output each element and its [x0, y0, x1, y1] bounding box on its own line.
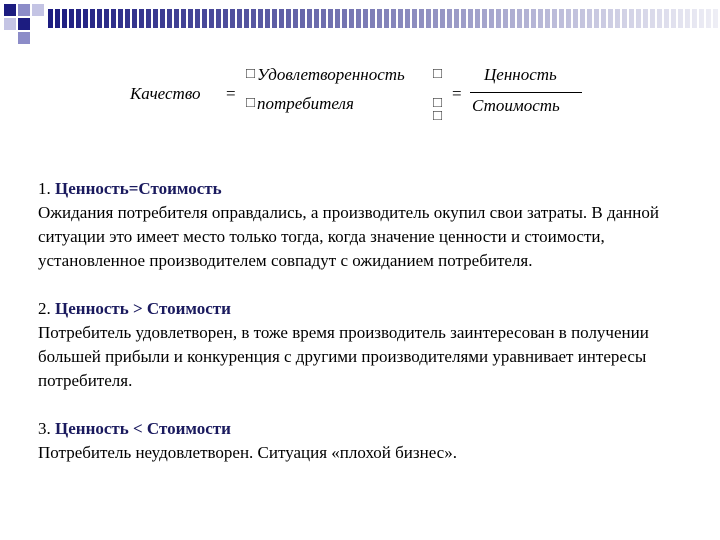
formula-bracket-br: □	[433, 108, 443, 124]
formula-bracket-mr: □	[433, 95, 443, 111]
formula-equals-2: =	[452, 84, 462, 103]
section-text: Ожидания потребителя оправдались, а производитель окупил свои затраты. В данной ситуации это имеет место только тогда, когда значение ценности и стоимости, установленное производителем совпадут с ожиданием потребителя.	[38, 203, 659, 270]
section-heading	[38, 417, 698, 441]
formula-denominator-left: потребителя	[257, 94, 354, 113]
formula-bracket-bl: □	[246, 95, 256, 111]
formula-fraction-line	[470, 92, 582, 93]
section-1	[38, 177, 698, 273]
quality-formula	[0, 0, 720, 140]
section-heading	[38, 297, 698, 321]
section-number: 3.	[38, 419, 51, 438]
section-text: Потребитель неудовлетворен. Ситуация «плохой бизнес».	[38, 443, 457, 462]
content-body	[38, 177, 698, 489]
section-title: Ценность > Стоимости	[55, 299, 231, 318]
section-text: Потребитель удовлетворен, в тоже время производитель заинтересован в получении большей прибыли и конкуренция с другими производителями уравнивает интересы потребителя.	[38, 323, 649, 390]
section-title: Ценность=Стоимость	[55, 179, 222, 198]
section-title: Ценность < Стоимости	[55, 419, 231, 438]
section-number: 1.	[38, 179, 51, 198]
section-number: 2.	[38, 299, 51, 318]
formula-quality-label: Качество	[130, 84, 201, 103]
section-heading	[38, 177, 698, 201]
formula-equals-1: =	[226, 84, 236, 103]
formula-denominator-right: Стоимость	[472, 96, 560, 115]
formula-bracket-tr: □	[433, 66, 443, 82]
section-3	[38, 417, 698, 465]
formula-bracket-tl: □	[246, 66, 256, 82]
formula-numerator-left: Удовлетворенность	[257, 65, 405, 84]
section-2	[38, 297, 698, 393]
formula-numerator-right: Ценность	[484, 65, 557, 84]
